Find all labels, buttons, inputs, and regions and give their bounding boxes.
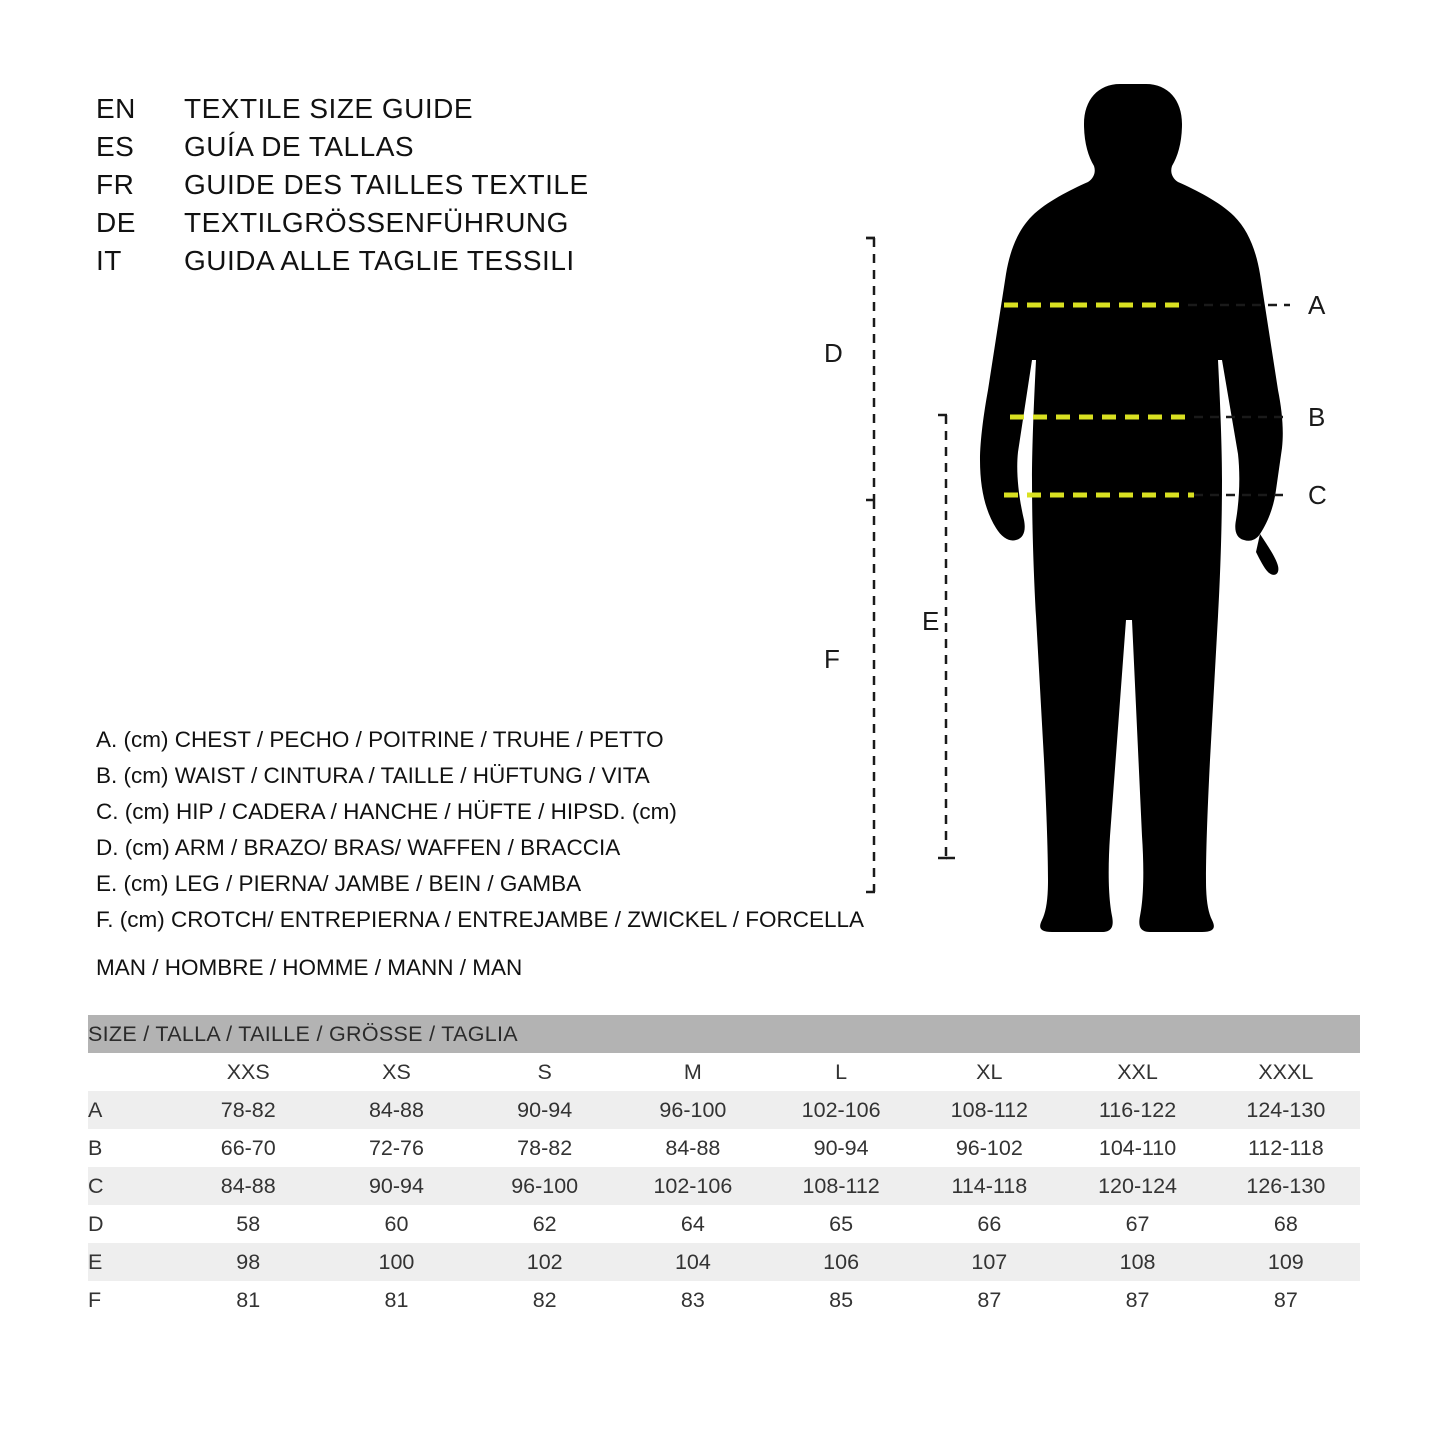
title-text-fr: GUIDE DES TAILLES TEXTILE <box>184 169 589 200</box>
table-header-row <box>88 1015 1360 1053</box>
table-sizes-row <box>88 1053 1360 1091</box>
title-lang-it: IT <box>96 245 122 276</box>
title-lang-en: EN <box>96 93 136 124</box>
cell-d-xl: 66 <box>915 1205 1063 1243</box>
cell-f-xs: 81 <box>322 1281 470 1319</box>
table-row <box>88 1205 1360 1243</box>
cell-d-s: 62 <box>471 1205 619 1243</box>
cell-d-xxl: 67 <box>1063 1205 1211 1243</box>
cell-c-xxs: 84-88 <box>174 1167 322 1205</box>
cell-f-xxl: 87 <box>1063 1281 1211 1319</box>
male-silhouette-icon <box>980 84 1283 932</box>
size-col-xxxl: XXXL <box>1212 1053 1360 1091</box>
cell-d-l: 65 <box>767 1205 915 1243</box>
cell-b-xs: 72-76 <box>322 1129 470 1167</box>
cell-f-xxs: 81 <box>174 1281 322 1319</box>
cell-e-xxl: 108 <box>1063 1243 1211 1281</box>
body-measurement-diagram <box>820 60 1400 960</box>
cell-a-xxxl: 124-130 <box>1212 1091 1360 1129</box>
cell-b-l: 90-94 <box>767 1129 915 1167</box>
marker-label-c: C <box>1308 480 1327 510</box>
cell-a-s: 90-94 <box>471 1091 619 1129</box>
cell-b-xxs: 66-70 <box>174 1129 322 1167</box>
title-row-it <box>96 242 796 280</box>
size-col-s: S <box>471 1053 619 1091</box>
table-row <box>88 1243 1360 1281</box>
row-label-f: F <box>88 1281 174 1319</box>
cell-e-m: 104 <box>619 1243 767 1281</box>
title-lang-fr: FR <box>96 169 135 200</box>
title-row-en <box>96 90 796 128</box>
marker-label-f: F <box>824 644 840 674</box>
cell-a-xs: 84-88 <box>322 1091 470 1129</box>
title-text-it: GUIDA ALLE TAGLIE TESSILI <box>184 245 575 276</box>
size-col-xxl: XXL <box>1063 1053 1211 1091</box>
marker-label-d: D <box>824 338 843 368</box>
size-col-l: L <box>767 1053 915 1091</box>
title-text-de: TEXTILGRÖSSENFÜHRUNG <box>184 207 569 238</box>
dimension-lines <box>866 238 960 892</box>
title-row-fr <box>96 166 796 204</box>
size-col-xxs: XXS <box>174 1053 322 1091</box>
size-col-xl: XL <box>915 1053 1063 1091</box>
cell-b-xxxl: 112-118 <box>1212 1129 1360 1167</box>
row-label-d: D <box>88 1205 174 1243</box>
cell-c-xs: 90-94 <box>322 1167 470 1205</box>
title-text-es: GUÍA DE TALLAS <box>184 131 415 162</box>
cell-c-xxxl: 126-130 <box>1212 1167 1360 1205</box>
title-block <box>96 90 796 280</box>
cell-a-xxs: 78-82 <box>174 1091 322 1129</box>
cell-b-xxl: 104-110 <box>1063 1129 1211 1167</box>
title-lang-es: ES <box>96 131 135 162</box>
table-row <box>88 1129 1360 1167</box>
cell-a-xxl: 116-122 <box>1063 1091 1211 1129</box>
sizes-row-corner <box>88 1053 174 1091</box>
cell-d-xxs: 58 <box>174 1205 322 1243</box>
legend-item-f: F. (cm) CROTCH/ ENTREPIERNA / ENTREJAMBE / ZWICKEL / FORCELLA <box>96 907 864 932</box>
row-label-c: C <box>88 1167 174 1205</box>
cell-a-xl: 108-112 <box>915 1091 1063 1129</box>
cell-d-xs: 60 <box>322 1205 470 1243</box>
cell-c-m: 102-106 <box>619 1167 767 1205</box>
cell-f-s: 82 <box>471 1281 619 1319</box>
table-row <box>88 1091 1360 1129</box>
cell-d-m: 64 <box>619 1205 767 1243</box>
cell-c-xxl: 120-124 <box>1063 1167 1211 1205</box>
cell-e-s: 102 <box>471 1243 619 1281</box>
cell-c-l: 108-112 <box>767 1167 915 1205</box>
marker-label-e: E <box>922 606 940 636</box>
cell-f-xl: 87 <box>915 1281 1063 1319</box>
table-row <box>88 1281 1360 1319</box>
cell-a-m: 96-100 <box>619 1091 767 1129</box>
cell-b-m: 84-88 <box>619 1129 767 1167</box>
measurement-legend <box>96 722 916 938</box>
legend-item-c: C. (cm) HIP / CADERA / HANCHE / HÜFTE / HIPSD. (cm) <box>96 799 677 824</box>
marker-label-a: A <box>1308 290 1326 320</box>
legend-item-a: A. (cm) CHEST / PECHO / POITRINE / TRUHE / PETTO <box>96 727 664 752</box>
row-label-e: E <box>88 1243 174 1281</box>
cell-d-xxxl: 68 <box>1212 1205 1360 1243</box>
table-header-label: SIZE / TALLA / TAILLE / GRÖSSE / TAGLIA <box>88 1015 1360 1053</box>
cell-c-s: 96-100 <box>471 1167 619 1205</box>
cell-f-m: 83 <box>619 1281 767 1319</box>
size-col-xs: XS <box>322 1053 470 1091</box>
table-row <box>88 1167 1360 1205</box>
row-label-a: A <box>88 1091 174 1129</box>
marker-label-b: B <box>1308 402 1326 432</box>
size-col-m: M <box>619 1053 767 1091</box>
cell-a-l: 102-106 <box>767 1091 915 1129</box>
cell-c-xl: 114-118 <box>915 1167 1063 1205</box>
size-chart-table <box>88 1015 1360 1319</box>
cell-f-xxxl: 87 <box>1212 1281 1360 1319</box>
cell-b-s: 78-82 <box>471 1129 619 1167</box>
legend-item-b: B. (cm) WAIST / CINTURA / TAILLE / HÜFTUNG / VITA <box>96 763 650 788</box>
cell-f-l: 85 <box>767 1281 915 1319</box>
title-row-es <box>96 128 796 166</box>
cell-e-xxs: 98 <box>174 1243 322 1281</box>
cell-e-xl: 107 <box>915 1243 1063 1281</box>
title-lang-de: DE <box>96 207 136 238</box>
cell-e-xs: 100 <box>322 1243 470 1281</box>
cell-e-l: 106 <box>767 1243 915 1281</box>
row-label-b: B <box>88 1129 174 1167</box>
gender-label: MAN / HOMBRE / HOMME / MANN / MAN <box>96 955 523 980</box>
title-row-de <box>96 204 796 242</box>
legend-item-d: D. (cm) ARM / BRAZO/ BRAS/ WAFFEN / BRACCIA <box>96 835 621 860</box>
cell-b-xl: 96-102 <box>915 1129 1063 1167</box>
legend-item-e: E. (cm) LEG / PIERNA/ JAMBE / BEIN / GAMBA <box>96 871 582 896</box>
cell-e-xxxl: 109 <box>1212 1243 1360 1281</box>
title-text-en: TEXTILE SIZE GUIDE <box>184 93 474 124</box>
